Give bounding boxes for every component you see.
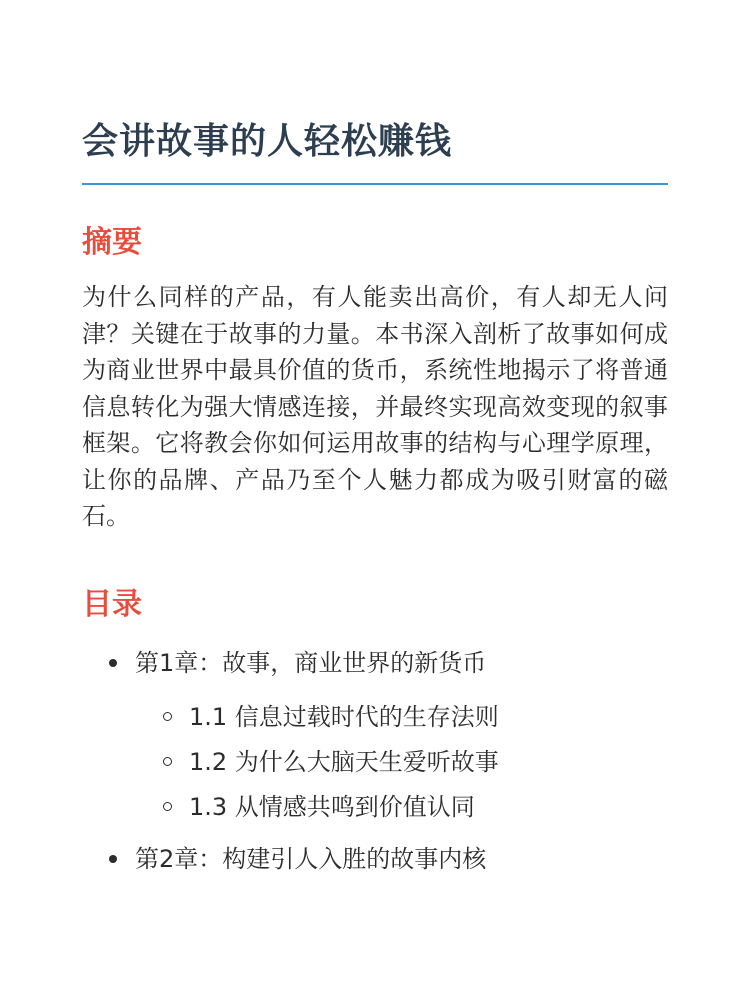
book-title: 会讲故事的人轻松赚钱 [82,121,453,162]
bullet-circle-icon [163,802,172,811]
toc-chapter-2 [82,841,668,877]
chapter-1-sections [135,699,668,825]
toc-section-1-1 [135,699,668,735]
abstract-text: 为什么同样的产品，有人能卖出高价，有人却无人问津？关键在于故事的力量。本书深入剖析了故事如何成为商业世界中最具价值的货币，系统性地揭示了将普通信息转化为强大情感连接，并最终实现高效变现的叙事框架。它将教会你如何运用故事的结构与心理学原理，让你的品牌、产品乃至个人魅力都成为吸引财富的磁石。 [82,283,668,530]
chapter-title: 第1章：故事，商业世界的新货币 [135,648,487,677]
bullet-circle-icon [163,712,172,721]
toc-section-1-3 [135,789,668,825]
chapter-title: 第2章：构建引人入胜的故事内核 [135,844,487,873]
table-of-contents [82,645,668,877]
toc-heading: 目录 [82,586,142,622]
toc-section-1-2 [135,744,668,780]
toc-chapter-1 [82,645,668,825]
section-title: 1.1 信息过载时代的生存法则 [189,702,499,731]
bullet-disc-icon [109,659,117,667]
title-divider [82,183,668,185]
abstract-heading: 摘要 [82,225,142,260]
bullet-disc-icon [109,855,117,863]
section-title: 1.3 从情感共鸣到价值认同 [189,792,475,821]
section-title: 1.2 为什么大脑天生爱听故事 [189,747,499,776]
bullet-circle-icon [163,757,172,766]
